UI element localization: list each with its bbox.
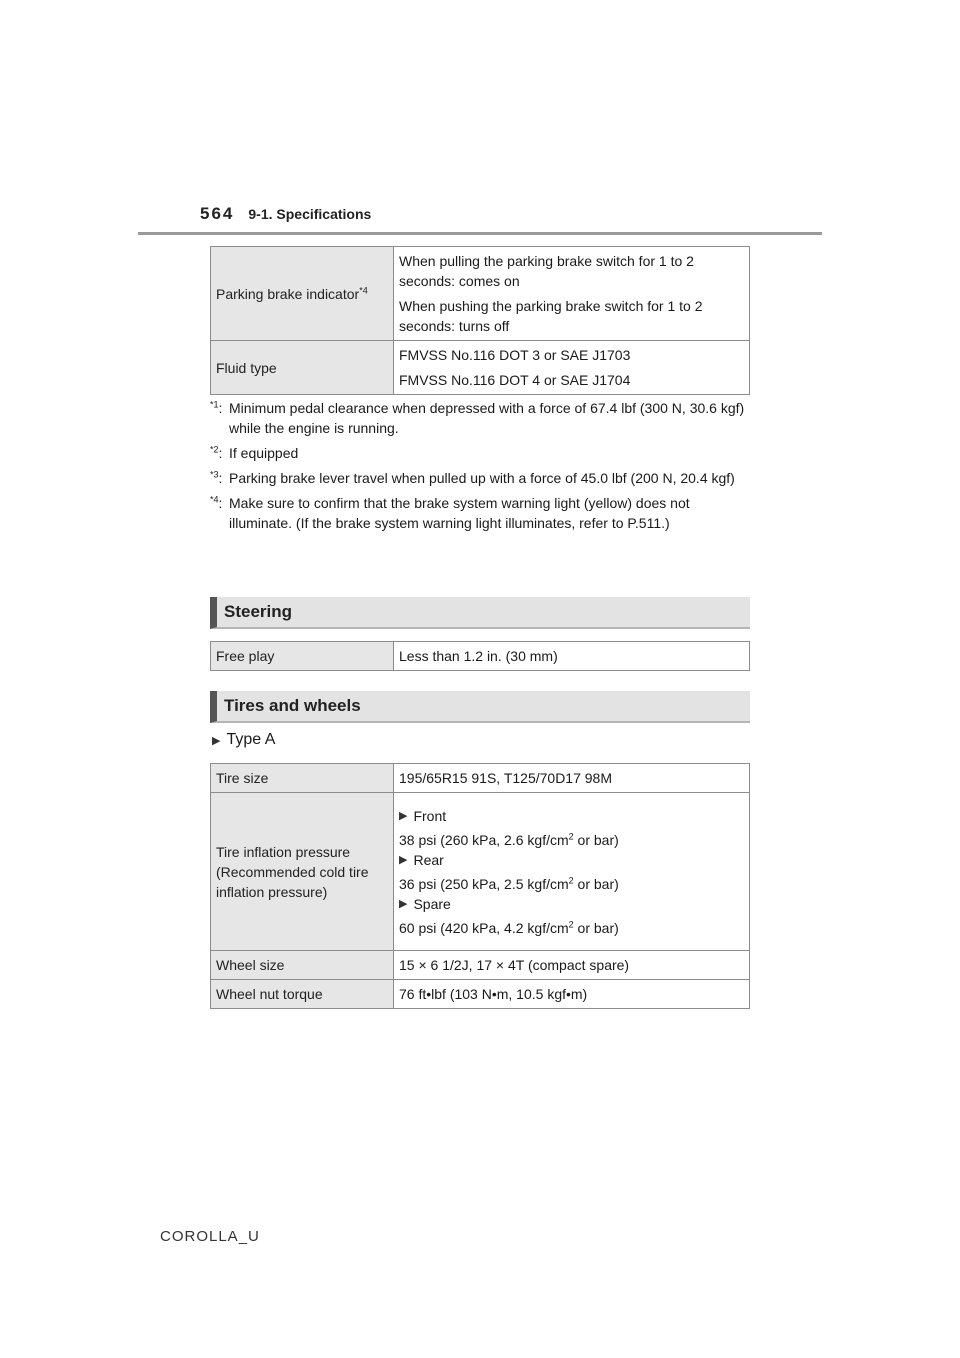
footnote: $^{*1}$: Minimum pedal clearance when depressed with a force of 67.4 lbf (300 N, 30.6 kgf) while the engine is running. bbox=[210, 398, 750, 438]
triangle-right-icon: ▶ bbox=[399, 897, 408, 910]
page-number: 564 bbox=[200, 204, 235, 223]
page-header bbox=[200, 204, 371, 228]
parking-indicator-off-text: When pushing the parking brake switch for 1 to 2 seconds: turns off bbox=[399, 298, 703, 334]
footnote-mark: *3 bbox=[210, 469, 219, 480]
rear-subheading: ▶ Rear bbox=[399, 851, 444, 868]
footnote: $^{*2}$: If equipped bbox=[210, 443, 750, 463]
fluid-type-value: FMVSS No.116 DOT 3 or SAE J1703 bbox=[399, 347, 631, 363]
triangle-right-icon: ▶ bbox=[399, 809, 408, 822]
parking-brake-indicator-label: Parking brake indicator bbox=[216, 285, 360, 302]
tires-heading: Tires and wheels bbox=[210, 691, 750, 723]
footnote: $^{*3}$: Parking brake lever travel when pulled up with a force of 45.0 lbf (200 N, 20.4 kgf) bbox=[210, 468, 750, 488]
footnote-mark: *1 bbox=[210, 399, 219, 410]
tire-size-value: 195/65R15 91S, T125/70D17 98M bbox=[394, 764, 750, 793]
footnotes bbox=[210, 398, 750, 538]
footnote-text: Parking brake lever travel when pulled up with a force of 45.0 lbf (200 N, 20.4 kgf) bbox=[229, 470, 735, 486]
fluid-type-label: Fluid type bbox=[211, 341, 394, 395]
tire-inflation-label: Tire inflation pressure (Recommended cold tire inflation pressure) bbox=[211, 793, 394, 951]
footnote-ref: *4 bbox=[359, 284, 368, 295]
wheel-nut-torque-value: 76 ft•lbf (103 N•m, 10.5 kgf•m) bbox=[394, 980, 750, 1009]
model-footer: COROLLA_U bbox=[160, 1228, 260, 1245]
tire-size-label: Tire size bbox=[211, 764, 394, 793]
table-row bbox=[211, 764, 750, 793]
triangle-right-icon: ▶ bbox=[212, 734, 221, 747]
brake-spec-table bbox=[210, 246, 750, 395]
free-play-value: Less than 1.2 in. (30 mm) bbox=[394, 642, 750, 671]
spare-subheading: ▶ Spare bbox=[399, 895, 451, 912]
fluid-type-value: FMVSS No.116 DOT 4 or SAE J1704 bbox=[399, 372, 631, 388]
wheel-size-value: 15 × 6 1/2J, 17 × 4T (compact spare) bbox=[394, 951, 750, 980]
steering-heading: Steering bbox=[210, 597, 750, 629]
tires-spec-table bbox=[210, 763, 750, 1009]
type-a-label bbox=[212, 731, 275, 749]
parking-indicator-on-text: When pulling the parking brake switch for 1 to 2 seconds: comes on bbox=[399, 253, 694, 289]
rear-pressure: 36 psi (250 kPa, 2.5 kgf/$cm^2$ or bar) bbox=[399, 874, 619, 892]
triangle-right-icon: ▶ bbox=[399, 853, 408, 866]
table-row bbox=[211, 951, 750, 980]
table-label-cell bbox=[211, 247, 394, 341]
table-row bbox=[211, 642, 750, 671]
type-label-text: Type A bbox=[226, 731, 276, 748]
wheel-size-label: Wheel size bbox=[211, 951, 394, 980]
table-value-cell bbox=[394, 247, 750, 341]
header-divider bbox=[138, 232, 822, 235]
footnote-text: Make sure to confirm that the brake system warning light (yellow) does not illuminate. (If the brake system warning light illuminates, refer to P.511.) bbox=[229, 495, 690, 531]
table-row bbox=[211, 341, 750, 395]
footnote-text: Minimum pedal clearance when depressed with a force of 67.4 lbf (300 N, 30.6 kgf) while the engine is running. bbox=[229, 400, 745, 436]
wheel-nut-torque-label: Wheel nut torque bbox=[211, 980, 394, 1009]
footnote-text: If equipped bbox=[229, 445, 299, 461]
footnote-mark: *4 bbox=[210, 494, 219, 505]
front-subheading: ▶ Front bbox=[399, 807, 447, 824]
spare-pressure: 60 psi (420 kPa, 4.2 kgf/$cm^2$ or bar) bbox=[399, 918, 619, 936]
table-row bbox=[211, 980, 750, 1009]
table-value-cell bbox=[394, 341, 750, 395]
footnote-mark: *2 bbox=[210, 444, 219, 455]
table-row bbox=[211, 793, 750, 951]
steering-spec-table bbox=[210, 641, 750, 671]
tire-inflation-values bbox=[394, 793, 750, 951]
front-pressure: 38 psi (260 kPa, 2.6 kgf/$cm^2$ or bar) bbox=[399, 830, 619, 848]
table-row bbox=[211, 247, 750, 341]
free-play-label: Free play bbox=[211, 642, 394, 671]
section-title: 9-1. Specifications bbox=[248, 206, 372, 222]
footnote: $^{*4}$: Make sure to confirm that the brake system warning light (yellow) does not illuminate. (If the brake system warning light illuminates, refer to P.511.) bbox=[210, 493, 750, 533]
